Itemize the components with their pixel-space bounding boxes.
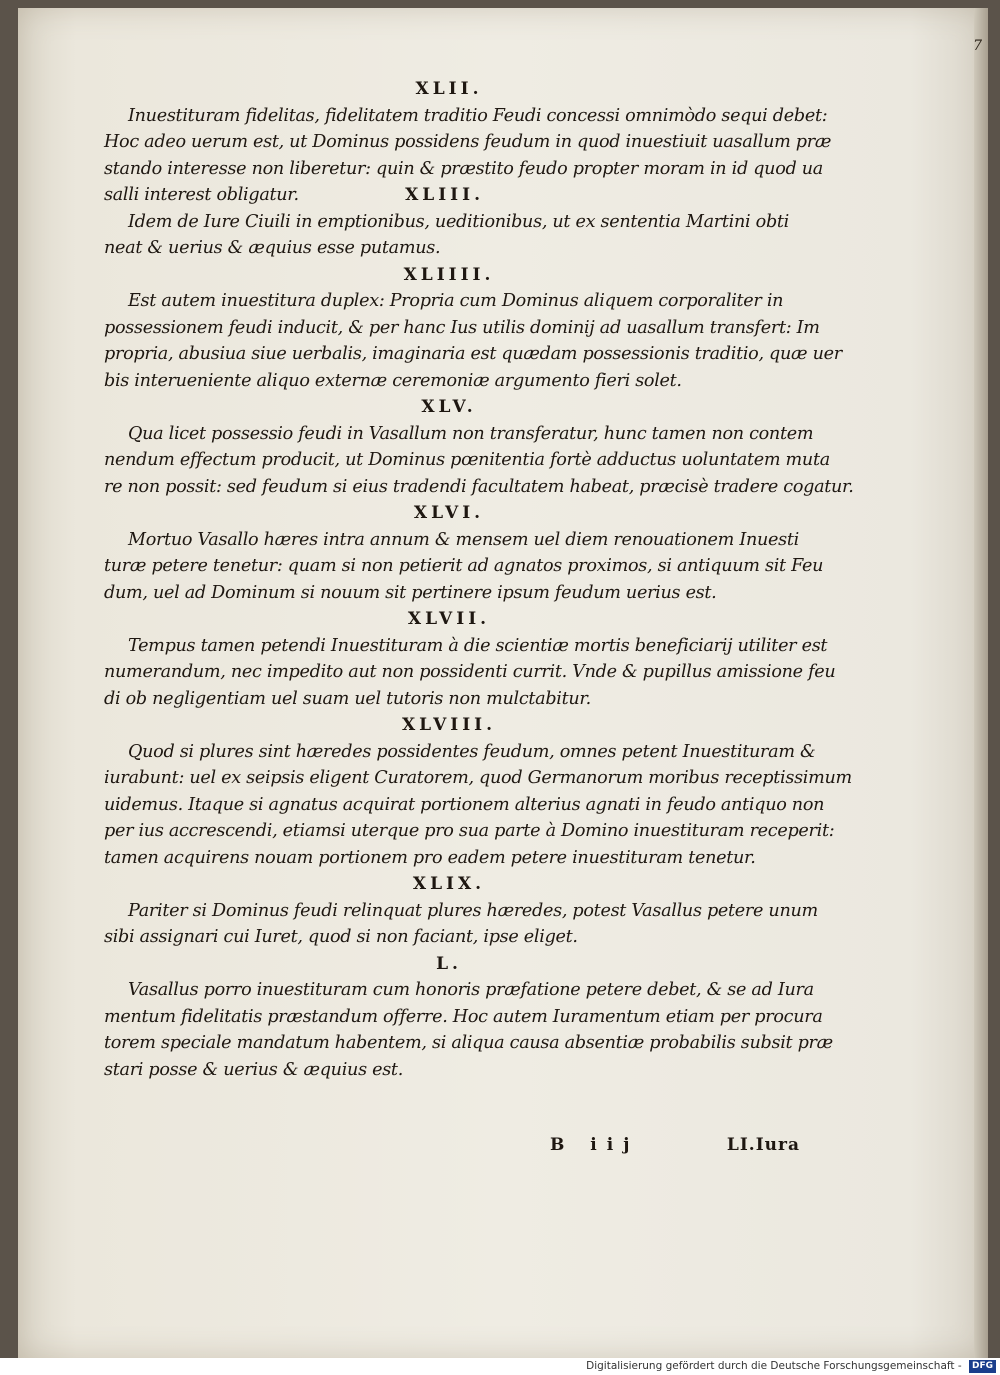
text-line: di ob negligentiam uel suam uel tutoris non mulctabitur. xyxy=(104,688,591,709)
text-line: propria, abusiua siue uerbalis, imaginaria est quædam possessionis traditio, quæ uer xyxy=(104,344,842,364)
text-line: bis interueniente aliquo externæ ceremoniæ argumento fieri solet. xyxy=(104,370,682,391)
section-heading: XLVII. xyxy=(407,609,491,629)
digitization-credit-bar xyxy=(0,1358,1000,1375)
credit-text: Digitalisierung gefördert durch die Deutsche Forschungsgemeinschaft - xyxy=(586,1360,962,1372)
text-line: Pariter si Dominus feudi relinquat plures hæredes, potest Vasallus petere unum xyxy=(128,900,818,921)
text-line-with-heading xyxy=(104,182,794,209)
text-line: Est autem inuestitura duplex: Propria cum Dominus aliquem corporaliter in xyxy=(128,291,784,311)
section-heading: L. xyxy=(436,953,462,974)
text-line: numerandum, nec impedito aut non possidenti currit. Vnde & pupillus amissione feu xyxy=(104,662,836,682)
section-heading: XLII. xyxy=(415,79,483,99)
section-heading: XLIX. xyxy=(412,874,486,894)
text-line: Quod si plures sint hæredes possidentes feudum, omnes petent Inuestituram & xyxy=(128,741,816,762)
text-line: tamen acquirens nouam portionem pro eadem petere inuestituram tenetur. xyxy=(104,847,756,868)
dfg-logo-icon[interactable]: DFG xyxy=(969,1360,996,1373)
text-line: Tempus tamen petendi Inuestituram à die scientiæ mortis beneficiarij utiliter est xyxy=(128,635,828,656)
text-line: Mortuo Vasallo hæres intra annum & mensem uel diem renouationem Inuesti xyxy=(128,529,799,550)
text-line: Vasallus porro inuestituram cum honoris præfatione petere debet, & se ad Iura xyxy=(128,980,814,1000)
text-line: per ius accrescendi, etiamsi uterque pro sua parte à Domino inuestituram receperit: xyxy=(104,821,835,841)
text-line: mentum fidelitatis præstandum offerre. Hoc autem Iuramentum etiam per procura xyxy=(104,1006,823,1027)
text-line: dum, uel ad Dominum si nouum sit pertinere ipsum feudum uerius est. xyxy=(104,582,717,603)
catchword: LI.Iura xyxy=(726,1135,800,1155)
section-heading: XLIII. xyxy=(405,185,484,205)
section-heading: XLVIII. xyxy=(401,715,497,735)
text-line: torem speciale mandatum habentem, si aliqua causa absentiæ probabilis subsit præ xyxy=(104,1033,833,1053)
text-line: nendum effectum producit, ut Dominus pœnitentia fortè adductus uoluntatem muta xyxy=(104,450,830,470)
text-line: salli interest obligatur. xyxy=(104,185,299,205)
text-line: stari posse & uerius & æquius est. xyxy=(104,1059,403,1080)
section-heading: XLV. xyxy=(421,397,477,417)
text-line: Qua licet possessio feudi in Vasallum non transferatur, hunc tamen non contem xyxy=(128,423,814,444)
text-line: stando interesse non liberetur: quin & præstito feudo propter moram in id quod ua xyxy=(104,158,823,179)
text-line: Inuestituram fidelitas, fidelitatem traditio Feudi concessi omnimòdo sequi debet: xyxy=(128,105,828,126)
section-heading: XLIIII. xyxy=(403,264,495,285)
page-edge xyxy=(974,8,988,1358)
text-line: neat & uerius & æquius esse putamus. xyxy=(104,238,441,258)
text-line: iurabunt: uel ex seipsis eligent Curatorem, quod Germanorum moribus receptissimum xyxy=(104,768,852,788)
page-footer xyxy=(550,1135,800,1155)
text-line: possessionem feudi inducit, & per hanc Ius utilis dominij ad uasallum transfert: Im xyxy=(104,317,820,338)
folio-number: 7 xyxy=(973,38,982,54)
text-line: sibi assignari cui Iuret, quod si non faciant, ipse eliget. xyxy=(104,927,578,947)
text-line: turæ petere tenetur: quam si non petierit ad agnatos proximos, si antiquum sit Feu xyxy=(104,556,824,576)
text-line: re non possit: sed feudum si eius tradendi facultatem habeat, præcisè tradere cogatur. xyxy=(104,476,854,497)
signature-mark: B iij xyxy=(550,1135,640,1155)
page-text xyxy=(104,76,854,1083)
section-heading: XLVI. xyxy=(413,503,485,523)
text-line: uidemus. Itaque si agnatus acquirat portionem alterius agnati in feudo antiquo non xyxy=(104,794,825,815)
text-line: Idem de Iure Ciuili in emptionibus, ueditionibus, ut ex sententia Martini obti xyxy=(128,211,790,232)
text-line: Hoc adeo uerum est, ut Dominus possidens feudum in quod inuestiuit uasallum præ xyxy=(104,132,832,152)
